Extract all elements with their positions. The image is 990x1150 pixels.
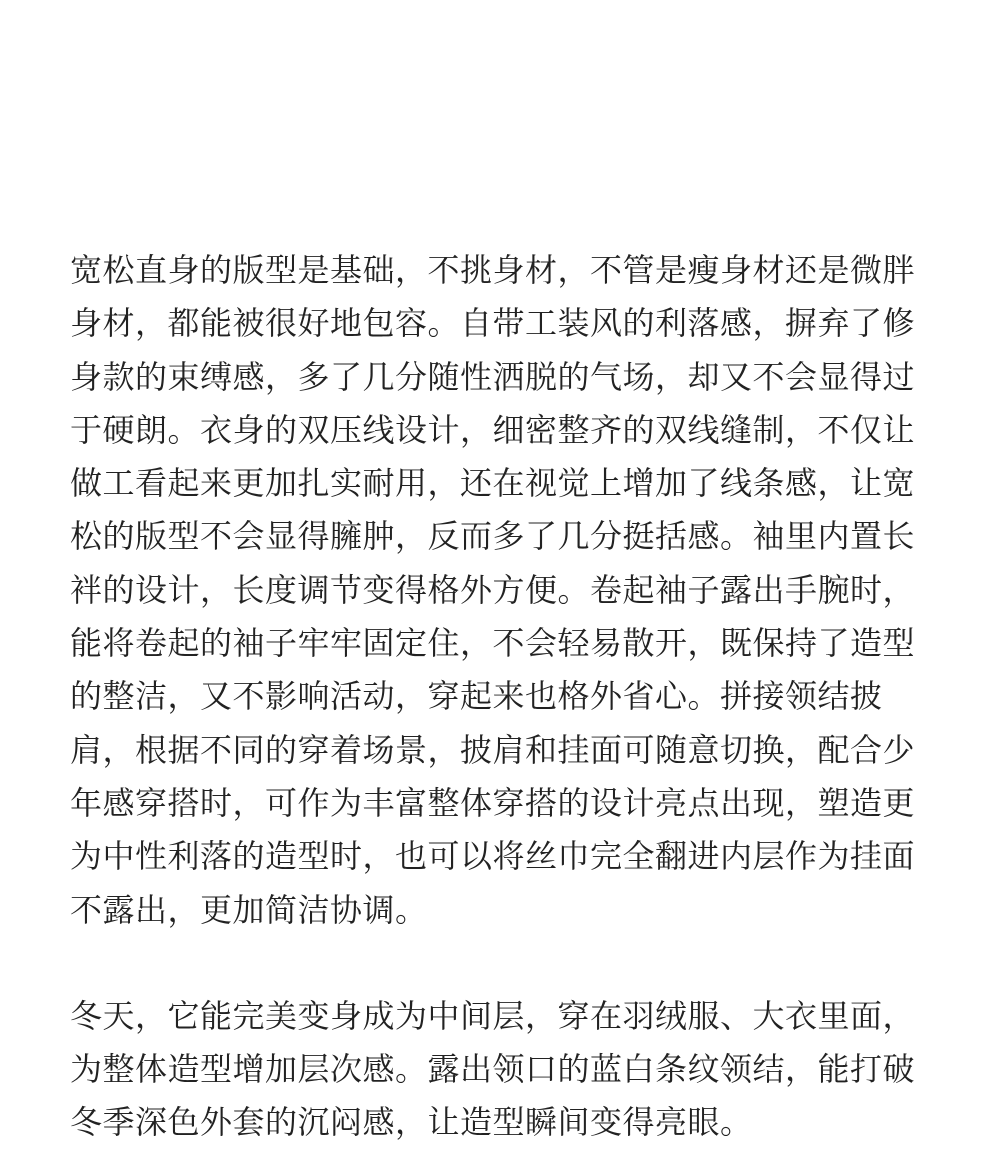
paragraph-fit-and-details: 宽松直身的版型是基础，不挑身材，不管是瘦身材还是微胖身材，都能被很好地包容。自带工装风的利落感，摒弃了修身款的束缚感，多了几分随性洒脱的气场，却又不会显得过于硬朗。衣身的双压线设计，细密整齐的双线缝制，不仅让做工看起来更加扎实耐用，还在视觉上增加了线条感，让宽松的版型不会显得臃肿，反而多了几分挺括感。袖里内置长袢的设计，长度调节变得格外方便。卷起袖子露出手腕时，能将卷起的袖子牢牢固定住，不会轻易散开，既保持了造型的整洁，又不影响活动，穿起来也格外省心。拼接领结披肩，根据不同的穿着场景，披肩和挂面可随意切换，配合少年感穿搭时，可作为丰富整体穿搭的设计亮点出现，塑造更为中性利落的造型时，也可以将丝巾完全翻进内层作为挂面不露出，更加简洁协调。 bbox=[70, 251, 916, 929]
article-body bbox=[70, 244, 922, 1150]
paragraph-winter-layering: 冬天，它能完美变身成为中间层，穿在羽绒服、大衣里面，为整体造型增加层次感。露出领口的蓝白条纹领结，能打破冬季深色外套的沉闷感，让造型瞬间变得亮眼。 bbox=[70, 996, 916, 1142]
